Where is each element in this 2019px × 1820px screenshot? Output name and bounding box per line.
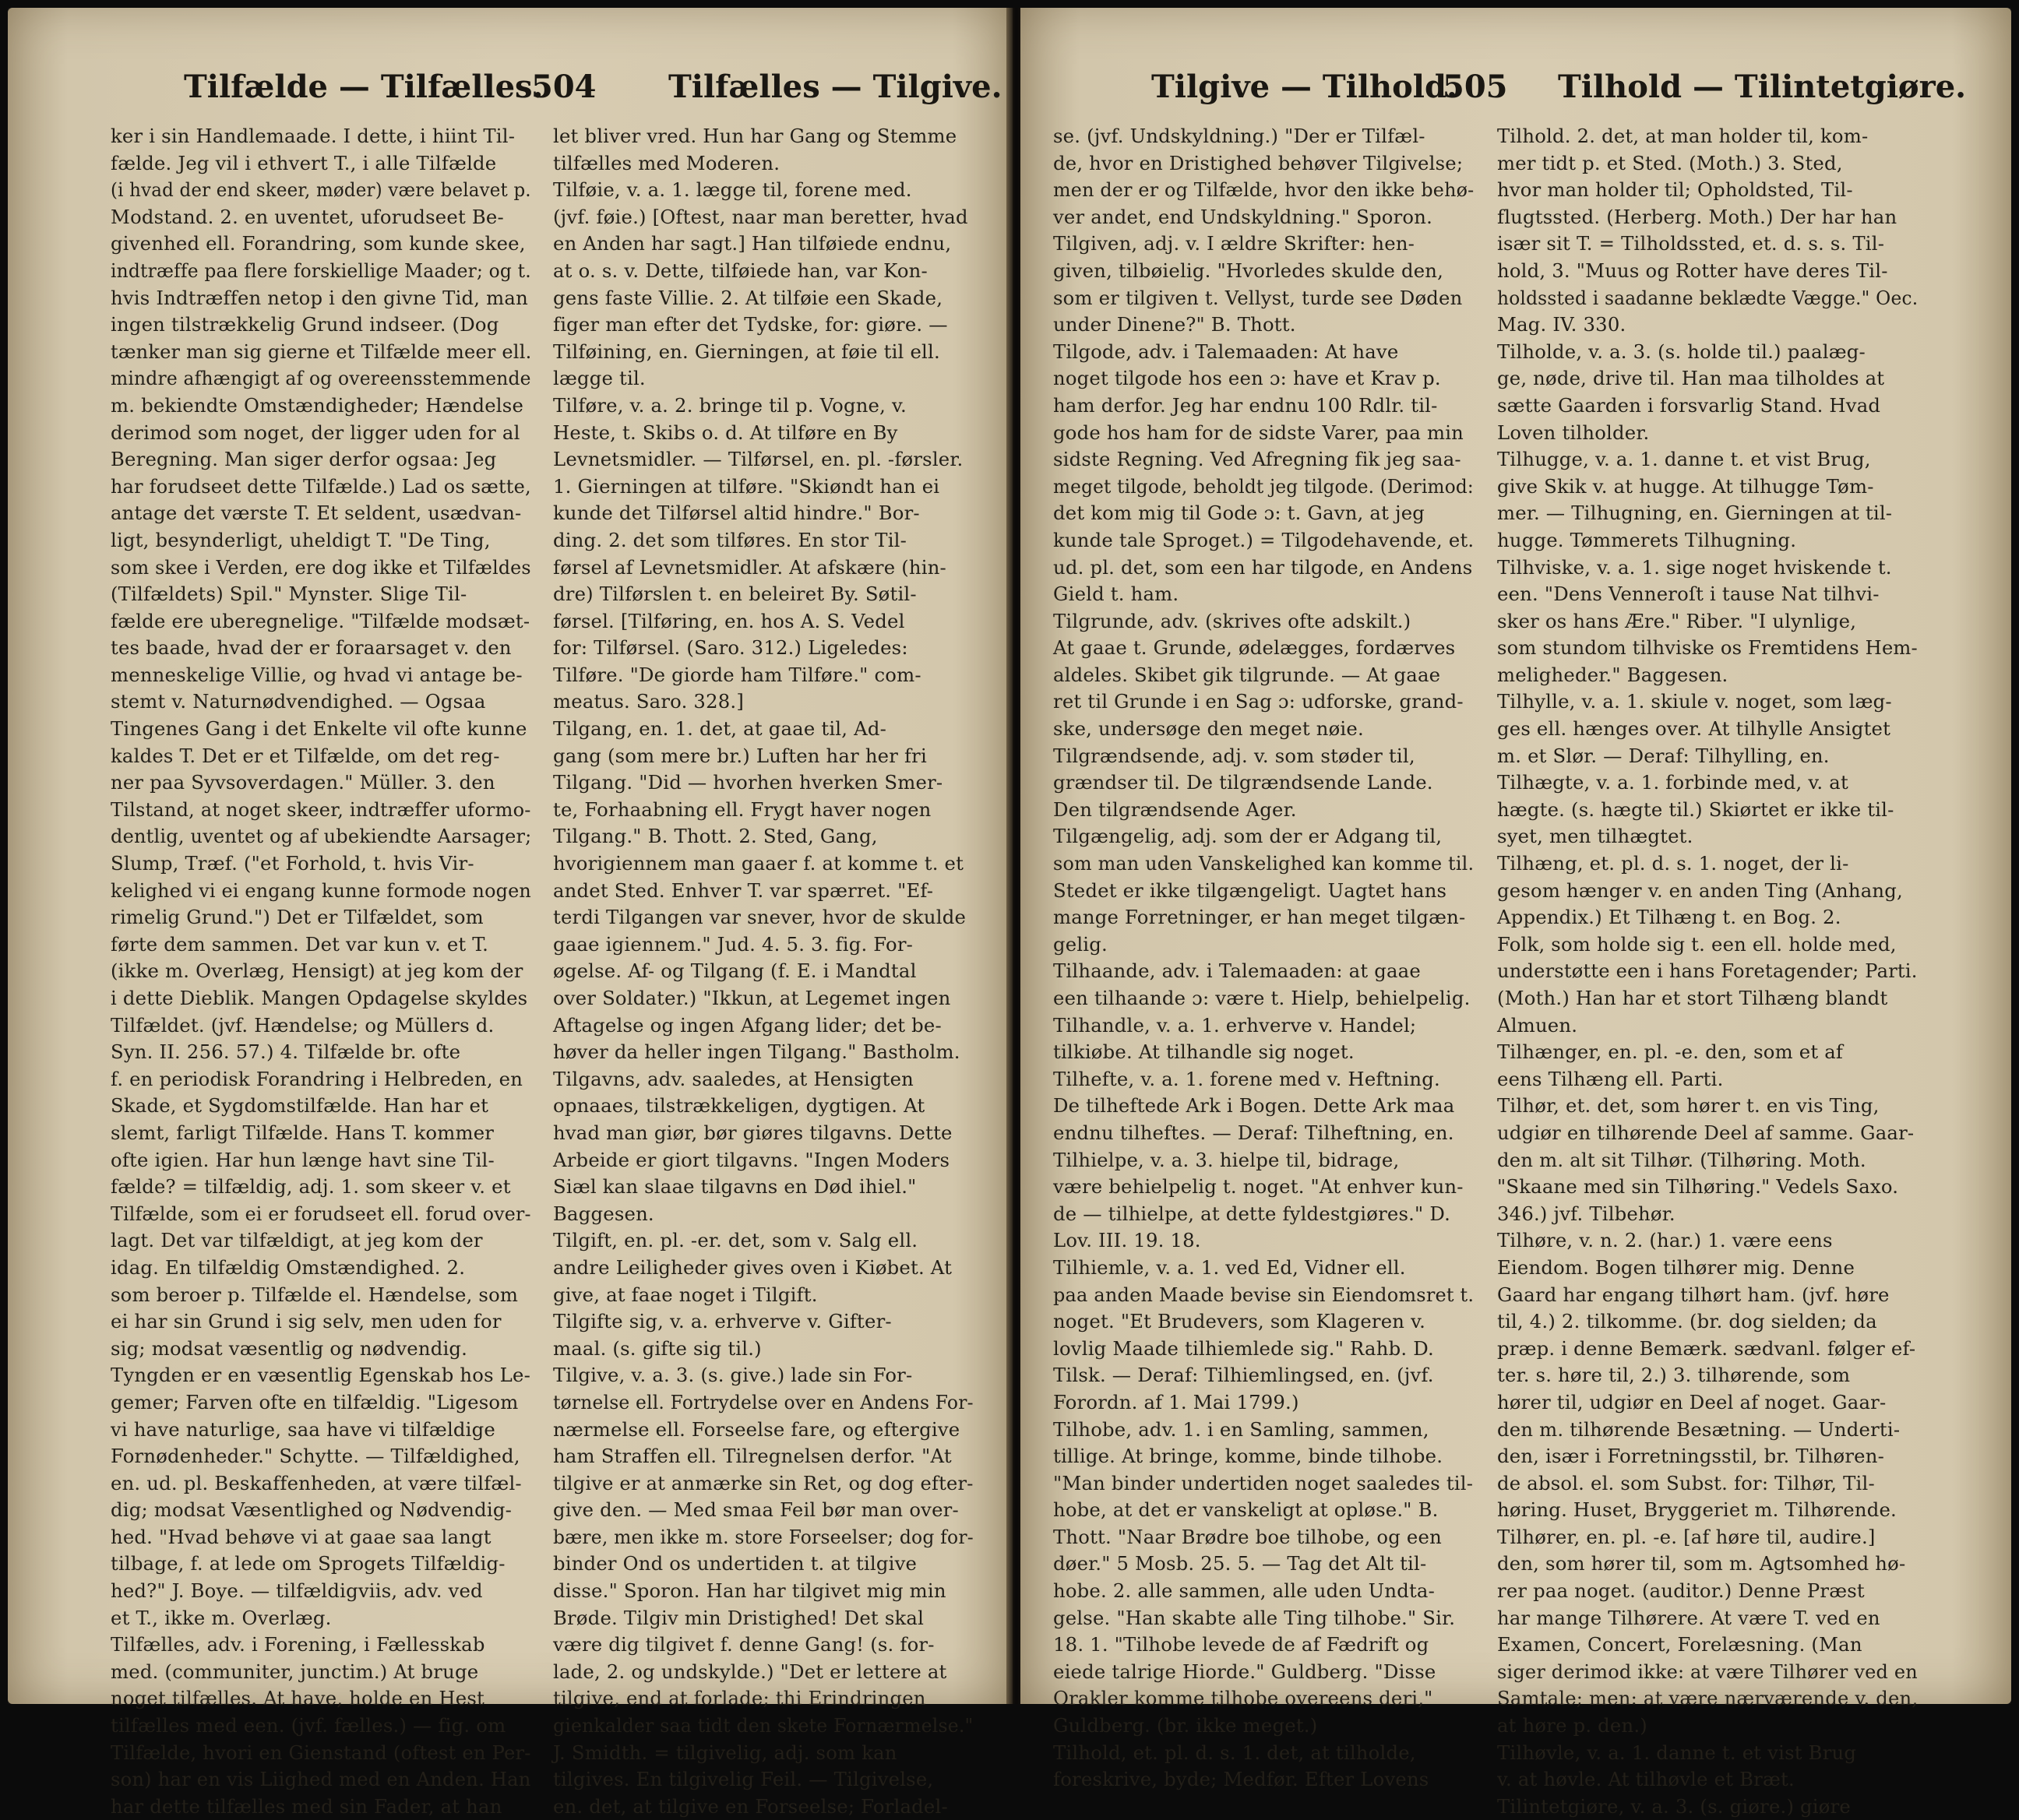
- text-line: Fornødenheder." Schytte. — Tilfældighed,: [111, 1445, 520, 1468]
- left-page-column-2: [553, 123, 974, 1818]
- text-line: den m. tilhørende Besætning. — Underti-: [1497, 1417, 1901, 1441]
- text-line: hører til, udgiør en Deel af noget. Gaar-: [1497, 1390, 1887, 1413]
- text-line: Tilføre. "De giorde ham Tilføre." com-: [553, 663, 921, 686]
- text-line: bære, men ikke m. store Forseelser; dog for-: [553, 1525, 974, 1548]
- text-line: Siæl kan slaae tilgavns en Død ihiel.": [553, 1175, 917, 1199]
- text-line: gelig.: [1053, 932, 1108, 956]
- text-line: Tilhør, et. det, som hører t. en vis Ting,: [1497, 1094, 1880, 1118]
- text-line: Tilgrændsende, adj. v. som støder til,: [1053, 744, 1415, 767]
- text-line: ge, nøde, drive til. Han maa tilholdes at: [1497, 367, 1885, 390]
- text-line: ham derfor. Jeg har endnu 100 Rdlr. til-: [1053, 393, 1438, 417]
- book-spread: [8, 8, 2011, 1818]
- text-line: Tilhugge, v. a. 1. danne t. et vist Brug,: [1497, 448, 1871, 471]
- text-line: ofte igien. Har hun længe havt sine Til-: [111, 1148, 495, 1171]
- text-line: Examen, Concert, Forelæsning. (Man: [1497, 1633, 1862, 1656]
- text-line: hugge. Tømmerets Tilhugning.: [1497, 528, 1797, 551]
- text-line: Tilhøvle, v. a. 1. danne t. et vist Brug: [1497, 1741, 1857, 1764]
- text-line: at o. s. v. Dette, tilføiede han, var Kon-: [553, 259, 928, 282]
- text-line: (Moth.) Han har et stort Tilhæng blandt: [1497, 987, 1888, 1009]
- text-line: et T., ikke m. Overlæg.: [111, 1606, 332, 1629]
- text-line: noget tilfælles. At have, holde en Hest: [111, 1687, 485, 1710]
- text-line: ges ell. hænges over. At tilhylle Ansigtet: [1497, 717, 1891, 741]
- text-line: indtræffe paa flere forskiellige Maader; og t.: [111, 259, 531, 282]
- text-line: hold, 3. "Muus og Rotter have deres Til-: [1497, 259, 1888, 282]
- text-line: "Skaane med sin Tilhøring." Vedels Saxo.: [1497, 1175, 1899, 1199]
- text-line: Tilhaande, adv. i Talemaaden: at gaae: [1053, 959, 1421, 983]
- text-line: Beregning. Man siger derfor ogsaa: Jeg: [111, 448, 497, 471]
- text-line: nærmelse ell. Forseelse fare, og eftergive: [553, 1417, 960, 1441]
- text-line: døer." 5 Mosb. 25. 5. — Tag det Alt til-: [1053, 1552, 1427, 1575]
- text-line: m. et Slør. — Deraf: Tilhylling, en.: [1497, 744, 1830, 767]
- text-line: med. (communiter, junctim.) At bruge: [111, 1660, 479, 1683]
- text-line: hægte. (s. hægte til.) Skiørtet er ikke til-: [1497, 797, 1894, 821]
- text-line: under Dinene?" B. Thott.: [1053, 313, 1296, 336]
- text-line: Tilhobe, adv. 1. i en Samling, sammen,: [1053, 1417, 1429, 1441]
- text-line: en Anden har sagt.] Han tilføiede endnu,: [553, 232, 952, 255]
- text-line: lagt. Det var tilfældigt, at jeg kom der: [111, 1229, 483, 1252]
- text-line: andet Sted. Enhver T. var spærret. "Ef-: [553, 878, 934, 902]
- text-line: Tilhøre, v. n. 2. (har.) 1. være eens: [1497, 1229, 1833, 1252]
- text-line: slemt, farligt Tilfælde. Hans T. kommer: [111, 1121, 495, 1144]
- text-line: son) har en vis Liighed med en Anden. Han: [111, 1768, 531, 1791]
- text-line: Tilfælde, som ei er forudseet ell. forud over-: [111, 1202, 531, 1225]
- text-line: holdssted i saadanne beklædte Vægge." Oec.: [1497, 286, 1919, 309]
- text-line: gemer; Farven ofte en tilfældig. "Ligesom: [111, 1390, 519, 1413]
- text-line: v. at høvle. At tilhøvle et Bræt.: [1497, 1768, 1795, 1791]
- text-line: sig; modsat væsentlig og nødvendig.: [111, 1336, 468, 1360]
- text-line: som beroer p. Tilfælde el. Hændelse, som: [111, 1283, 519, 1306]
- text-line: ei har sin Grund i sig selv, men uden for: [111, 1310, 502, 1333]
- text-line: ner paa Syvsoverdagen." Müller. 3. den: [111, 771, 495, 794]
- text-line: idag. En tilfældig Omstændighed. 2.: [111, 1255, 466, 1279]
- text-line: mer. — Tilhugning, en. Gierningen at til-: [1497, 502, 1893, 525]
- right-page-column-2: [1497, 123, 1919, 1818]
- text-line: Skade, et Sygdomstilfælde. Han har et: [111, 1094, 489, 1118]
- text-line: den, især i Forretningsstil, br. Tilhøren-: [1497, 1445, 1884, 1468]
- text-line: Tilhold. 2. det, at man holder til, kom-: [1497, 125, 1869, 147]
- text-line: fælde. Jeg vil i ethvert T., i alle Tilfælde: [111, 151, 497, 174]
- text-line: de, hvor en Dristighed behøver Tilgivelse;: [1053, 151, 1464, 174]
- text-line: Tingenes Gang i det Enkelte vil ofte kunne: [111, 717, 527, 741]
- text-line: mange Forretninger, er han meget tilgæn-: [1053, 906, 1466, 929]
- text-line: let bliver vred. Hun har Gang og Stemme: [553, 125, 957, 147]
- text-line: gaae igiennem." Jud. 4. 5. 3. fig. For-: [553, 932, 914, 956]
- text-line: hed?" J. Boye. — tilfældigviis, adv. ved: [111, 1579, 483, 1603]
- text-line: give Skik v. at hugge. At tilhugge Tøm-: [1497, 474, 1874, 498]
- text-line: m. bekiendte Omstændigheder; Hændelse: [111, 393, 524, 417]
- text-line: tilbage, f. at lede om Sprogets Tilfældig-: [111, 1552, 506, 1575]
- text-line: Tilstand, at noget skeer, indtræffer uformo-: [111, 797, 531, 821]
- text-line: At gaae t. Grunde, ødelægges, fordærves: [1053, 636, 1456, 660]
- text-line: tillige. At bringe, komme, binde tilhobe.: [1053, 1445, 1443, 1468]
- text-line: som er tilgiven t. Vellyst, turde see Døden: [1053, 286, 1463, 309]
- text-line: Tilhefte, v. a. 1. forene med v. Heftning.: [1053, 1067, 1440, 1090]
- text-line: som stundom tilhviske os Fremtidens Hem-: [1497, 636, 1918, 660]
- text-line: hobe, at det er vanskeligt at opløse." B.: [1053, 1498, 1439, 1522]
- text-line: Tilhandle, v. a. 1. erhverve v. Handel;: [1053, 1013, 1417, 1037]
- text-line: se. (jvf. Undskyldning.) "Der er Tilfæl-: [1053, 125, 1425, 147]
- text-line: præp. i denne Bemærk. sædvanl. følger ef-: [1497, 1336, 1916, 1360]
- text-line: førsel. [Tilføring, en. hos A. S. Vedel: [553, 609, 905, 632]
- text-line: Tilfælles, adv. i Forening, i Fællesskab: [111, 1633, 485, 1656]
- text-line: har forudseet dette Tilfælde.) Lad os sætte,: [111, 474, 531, 498]
- text-line: Tilgift, en. pl. -er. det, som v. Salg ell.: [553, 1229, 918, 1252]
- text-line: dre) Tilførslen t. en beleiret By. Søtil-: [553, 583, 917, 606]
- text-line: en. det, at tilgive en Forseelse; Forladel-: [553, 1794, 948, 1818]
- text-line: Brøde. Tilgiv min Dristighed! Det skal: [553, 1606, 925, 1629]
- text-line: Tilføre, v. a. 2. bringe til p. Vogne, v.: [553, 393, 907, 417]
- text-line: lægge til.: [553, 367, 646, 390]
- text-line: kaldes T. Det er et Tilfælde, om det reg-: [111, 744, 500, 767]
- text-line: menneskelige Villie, og hvad vi antage be-: [111, 663, 523, 686]
- text-line: Tyngden er en væsentlig Egenskab hos Le-: [111, 1364, 531, 1387]
- text-line: vi have naturlige, saa have vi tilfældige: [111, 1417, 495, 1441]
- text-line: een tilhaande ɔ: være t. Hielp, behielpelig.: [1053, 987, 1471, 1009]
- text-line: udgiør en tilhørende Deel af samme. Gaar-: [1497, 1121, 1915, 1144]
- text-line: Syn. II. 256. 57.) 4. Tilfælde br. ofte: [111, 1040, 461, 1064]
- text-line: give, at faae noget i Tilgift.: [553, 1283, 818, 1306]
- text-line: Tilgiven, adj. v. I ældre Skrifter: hen-: [1053, 232, 1415, 255]
- text-line: Samtale; men: at være nærværende v. den,: [1497, 1687, 1919, 1710]
- left-header-left-catchword: Tilfælde — Tilfælles.: [184, 69, 544, 105]
- text-line: som skee i Verden, ere dog ikke et Tilfældes: [111, 555, 531, 579]
- text-line: syet, men tilhægtet.: [1497, 825, 1693, 848]
- text-line: de — tilhielpe, at dette fyldestgiøres." D.: [1053, 1202, 1451, 1225]
- text-line: sker os hans Ære." Riber. "I ulynlige,: [1497, 609, 1857, 632]
- text-line: foreskrive, byde; Medfør. Efter Lovens: [1053, 1768, 1429, 1791]
- text-line: antage det værste T. Et seldent, usædvan-: [111, 502, 522, 525]
- text-line: Tilgive, v. a. 3. (s. give.) lade sin For-: [553, 1364, 913, 1387]
- text-line: Tilhylle, v. a. 1. skiule v. noget, som læg-: [1497, 690, 1892, 713]
- text-line: hvorigiennem man gaaer f. at komme t. et: [553, 852, 964, 875]
- text-line: f. en periodisk Forandring i Helbreden, en: [111, 1067, 523, 1090]
- right-page: [1020, 8, 2011, 1818]
- text-line: tilgives. En tilgivelig Feil. — Tilgivelse,: [553, 1768, 934, 1791]
- text-line: given, tilbøielig. "Hvorledes skulde den,: [1053, 259, 1444, 282]
- text-line: en. ud. pl. Beskaffenheden, at være tilfæl-: [111, 1471, 522, 1494]
- text-line: det kom mig til Gode ɔ: t. Gavn, at jeg: [1053, 502, 1425, 525]
- text-line: fælde? = tilfældig, adj. 1. som skeer v. et: [111, 1175, 511, 1199]
- text-line: 1. Gierningen at tilføre. "Skiøndt han ei: [553, 474, 940, 498]
- text-line: sidste Regning. Ved Afregning fik jeg saa-: [1053, 448, 1461, 471]
- text-line: opnaaes, tilstrækkeligen, dygtigen. At: [553, 1094, 925, 1118]
- text-line: Tilhægte, v. a. 1. forbinde med, v. at: [1497, 771, 1848, 794]
- text-line: fælde ere uberegnelige. "Tilfælde modsæt-: [111, 609, 530, 632]
- text-line: Tilgavns, adv. saaledes, at Hensigten: [553, 1067, 914, 1090]
- text-line: være dig tilgivet f. denne Gang! (s. for-: [553, 1633, 935, 1656]
- text-line: Orakler komme tilhobe overeens deri,": [1053, 1687, 1433, 1710]
- text-line: noget. "Et Brudevers, som Klageren v.: [1053, 1310, 1426, 1333]
- text-line: grændser til. De tilgrændsende Lande.: [1053, 771, 1433, 794]
- text-line: Tilgifte sig, v. a. erhverve v. Gifter-: [553, 1310, 892, 1333]
- text-line: Lov. III. 19. 18.: [1053, 1229, 1201, 1252]
- text-line: een. "Dens Venneroſt i tause Nat tilhvi-: [1497, 583, 1880, 606]
- right-page-number: 505: [1443, 69, 1508, 105]
- text-line: rer paa noget. (auditor.) Denne Præst: [1497, 1579, 1865, 1603]
- text-line: ligt, besynderligt, uheldigt T. "De Ting,: [111, 528, 491, 551]
- text-line: flugtssted. (Herberg. Moth.) Der har han: [1497, 205, 1897, 228]
- text-line: (Tilfældets) Spil." Mynster. Slige Til-: [111, 583, 467, 606]
- text-line: tilfælles med Moderen.: [553, 151, 780, 174]
- text-line: Guldberg. (br. ikke meget.): [1053, 1714, 1318, 1737]
- text-line: har mange Tilhørere. At være T. ved en: [1497, 1606, 1880, 1629]
- text-line: at høre p. den.): [1497, 1714, 1647, 1737]
- text-line: især sit T. = Tilholdssted, et. d. s. s. Til-: [1497, 232, 1885, 255]
- right-page-column-1: [1053, 123, 1475, 1791]
- text-line: Tilhielpe, v. a. 3. hielpe til, bidrage,: [1053, 1148, 1400, 1171]
- left-page-column-1: [111, 123, 532, 1818]
- text-line: Tilfælde, hvori en Gienstand (oftest en Per-: [111, 1741, 531, 1764]
- text-line: Tilgode, adv. i Talemaaden: At have: [1053, 340, 1399, 363]
- text-line: Tilgængelig, adj. som der er Adgang til,: [1053, 825, 1443, 848]
- text-line: Tilgang." B. Thott. 2. Sted, Gang,: [553, 825, 878, 848]
- text-line: gienkalder saa tidt den skete Fornærmelse.": [553, 1714, 974, 1737]
- text-line: Tilhører, en. pl. -e. [af høre til, audire.]: [1497, 1525, 1876, 1548]
- text-line: mer tidt p. et Sted. (Moth.) 3. Sted,: [1497, 151, 1843, 174]
- text-line: over Soldater.) "Ikkun, at Legemet ingen: [553, 987, 951, 1009]
- text-line: være behielpelig t. noget. "At enhver kun-: [1053, 1175, 1464, 1199]
- text-line: i dette Dieblik. Mangen Opdagelse skyldes: [111, 987, 528, 1009]
- text-line: eiede talrige Hiorde." Guldberg. "Disse: [1053, 1660, 1436, 1683]
- text-line: den, som hører til, som m. Agtsomhed hø-: [1497, 1552, 1906, 1575]
- text-line: men der er og Tilfælde, hvor den ikke behø-: [1053, 178, 1475, 202]
- text-line: Den tilgrændsende Ager.: [1053, 797, 1297, 821]
- text-line: siger derimod ikke: at være Tilhører ved en: [1497, 1660, 1918, 1683]
- right-header-right-catchword: Tilhold — Tilintetgiøre.: [1558, 69, 1967, 105]
- text-line: den m. alt sit Tilhør. (Tilhøring. Moth.: [1497, 1148, 1866, 1171]
- left-page-number: 504: [531, 69, 597, 105]
- text-line: tes baade, hvad der er foraarsaget v. den: [111, 636, 512, 660]
- text-line: (ikke m. Overlæg, Hensigt) at jeg kom der: [111, 959, 523, 983]
- text-line: ter. s. høre til, 2.) 3. tilhørende, som: [1497, 1364, 1851, 1387]
- text-line: Tilgang. "Did — hvorhen hverken Smer-: [553, 771, 943, 794]
- text-line: Tilhænger, en. pl. -e. den, som et af: [1497, 1040, 1844, 1064]
- text-line: paa anden Maade bevise sin Eiendomsret t.: [1053, 1283, 1475, 1306]
- text-line: Tilfældet. (jvf. Hændelse; og Müllers d.: [111, 1013, 495, 1037]
- text-line: hed. "Hvad behøve vi at gaae saa langt: [111, 1525, 492, 1548]
- text-line: dig; modsat Væsentlighed og Nødvendig-: [111, 1498, 513, 1522]
- text-line: hvor man holder til; Opholdsted, Til-: [1497, 178, 1853, 202]
- text-line: høring. Huset, Bryggeriet m. Tilhørende.: [1497, 1498, 1897, 1522]
- text-line: gesom hænger v. en anden Ting (Anhang,: [1497, 878, 1903, 902]
- text-line: Modstand. 2. en uventet, uforudseet Be-: [111, 205, 504, 228]
- text-line: derimod som noget, der ligger uden for al: [111, 421, 520, 444]
- text-line: lade, 2. og undskylde.) "Det er lettere at: [553, 1660, 947, 1683]
- text-line: ingen tilstrækkelig Grund indseer. (Dog: [111, 313, 499, 336]
- text-line: Eiendom. Bogen tilhører mig. Denne: [1497, 1255, 1855, 1279]
- text-line: eens Tilhæng ell. Parti.: [1497, 1067, 1724, 1090]
- left-page-header: [8, 69, 1013, 115]
- text-line: førsel af Levnetsmidler. At afskære (hin-: [553, 555, 946, 579]
- right-page-header: [1020, 69, 2011, 115]
- text-line: meget tilgode, beholdt jeg tilgode. (Derimod:: [1053, 474, 1474, 498]
- text-line: Tilhviske, v. a. 1. sige noget hviskende t.: [1497, 555, 1892, 579]
- text-line: hvad man giør, bør giøres tilgavns. Dette: [553, 1121, 953, 1144]
- text-line: terdi Tilgangen var snever, hvor de skulde: [553, 906, 967, 929]
- text-line: Stedet er ikke tilgængeligt. Uagtet hans: [1053, 878, 1447, 902]
- text-line: gens faste Villie. 2. At tilføie een Skade,: [553, 286, 943, 309]
- text-line: binder Ond os undertiden t. at tilgive: [553, 1552, 918, 1575]
- text-line: Folk, som holde sig t. een ell. holde med,: [1497, 932, 1897, 956]
- text-line: Almuen.: [1497, 1013, 1578, 1037]
- text-line: Tilhæng, et. pl. d. s. 1. noget, der li-: [1497, 852, 1849, 875]
- text-line: tørnelse ell. Fortrydelse over en Andens For-: [553, 1390, 974, 1413]
- text-line: J. Smidth. = tilgivelig, adj. som kan: [553, 1741, 897, 1764]
- text-line: ud. pl. det, som een har tilgode, en Andens: [1053, 555, 1473, 579]
- text-line: te, Forhaabning ell. Frygt haver nogen: [553, 797, 932, 821]
- text-line: høver da heller ingen Tilgang." Bastholm.: [553, 1040, 960, 1064]
- text-line: hvis Indtræffen netop i den givne Tid, man: [111, 286, 528, 309]
- text-line: "Man binder undertiden noget saaledes til-: [1053, 1471, 1474, 1494]
- text-line: endnu tilheftes. — Deraf: Tilheftning, en.: [1053, 1121, 1454, 1144]
- text-line: Gield t. ham.: [1053, 583, 1179, 606]
- text-line: de absol. el. som Subst. for: Tilhør, Til-: [1497, 1471, 1875, 1494]
- text-line: tilgive er at anmærke sin Ret, og dog efter-: [553, 1471, 974, 1494]
- text-line: understøtte een i hans Foretagender; Parti.: [1497, 959, 1918, 983]
- left-header-right-catchword: Tilfælles — Tilgive.: [668, 69, 1002, 105]
- text-line: tilkiøbe. At tilhandle sig noget.: [1053, 1040, 1355, 1064]
- text-line: Tilholde, v. a. 3. (s. holde til.) paalæg-: [1497, 340, 1866, 363]
- text-line: rimelig Grund.") Det er Tilfældet, som: [111, 906, 484, 929]
- text-line: ham Straffen ell. Tilregnelsen derfor. "At: [553, 1445, 952, 1468]
- text-line: Baggesen.: [553, 1202, 654, 1225]
- text-line: til, 4.) 2. tilkomme. (br. dog sielden; da: [1497, 1310, 1877, 1333]
- text-line: give den. — Med smaa Feil bør man over-: [553, 1498, 959, 1522]
- text-line: gang (som mere br.) Luften har her fri: [553, 744, 927, 767]
- text-line: som man uden Vanskelighed kan komme til.: [1053, 852, 1475, 875]
- text-line: stemt v. Naturnødvendighed. — Ogsaa: [111, 690, 486, 713]
- text-line: har dette tilfælles med sin Fader, at han: [111, 1794, 502, 1818]
- text-line: Gaard har engang tilhørt ham. (jvf. høre: [1497, 1283, 1890, 1306]
- text-line: tilfælles med een. (jvf. fælles.) — fig. om: [111, 1714, 506, 1737]
- text-line: tænker man sig gierne et Tilfælde meer ell.: [111, 340, 532, 363]
- text-line: Levnetsmidler. — Tilførsel, en. pl. -førsler.: [553, 448, 964, 471]
- text-line: Tilføining, en. Gierningen, at føie til ell.: [553, 340, 940, 363]
- text-line: Tilhold, et. pl. d. s. 1. det, at tilholde,: [1053, 1741, 1416, 1764]
- text-line: meatus. Saro. 328.]: [553, 690, 745, 713]
- text-line: noget tilgode hos een ɔ: have et Krav p.: [1053, 367, 1441, 390]
- text-line: figer man efter det Tydske, for: giøre. —: [553, 313, 948, 336]
- text-line: givenhed ell. Forandring, som kunde skee,: [111, 232, 526, 255]
- text-line: Mag. IV. 330.: [1497, 313, 1626, 336]
- text-line: Tilgang, en. 1. det, at gaae til, Ad-: [553, 717, 887, 741]
- text-line: ske, undersøge den meget nøie.: [1053, 717, 1364, 741]
- text-line: Heste, t. Skibs o. d. At tilføre en By: [553, 421, 898, 444]
- text-line: Aftagelse og ingen Afgang lider; det be-: [553, 1013, 942, 1037]
- text-line: sætte Gaarden i forsvarlig Stand. Hvad: [1497, 393, 1881, 417]
- text-line: kelighed vi ei engang kunne formode nogen: [111, 878, 531, 902]
- text-line: 18. 1. "Tilhobe levede de af Fædrift og: [1053, 1633, 1429, 1656]
- text-line: øgelse. Af- og Tilgang (f. E. i Mandtal: [553, 959, 917, 983]
- text-line: (i hvad der end skeer, møder) være belavet p.: [111, 178, 531, 202]
- text-line: (jvf. føie.) [Oftest, naar man beretter, hvad: [553, 205, 968, 228]
- text-line: meligheder." Baggesen.: [1497, 663, 1728, 686]
- text-line: kunde tale Sproget.) = Tilgodehavende, et.: [1053, 528, 1475, 551]
- text-line: Thott. "Naar Brødre boe tilhobe, og een: [1053, 1525, 1442, 1548]
- text-line: lovlig Maade tilhiemlede sig." Rahb. D.: [1053, 1336, 1434, 1360]
- text-line: ker i sin Handlemaade. I dette, i hiint Til-: [111, 125, 516, 147]
- text-line: aldeles. Skibet gik tilgrunde. — At gaae: [1053, 663, 1441, 686]
- text-line: Appendix.) Et Tilhæng t. en Bog. 2.: [1497, 906, 1841, 929]
- text-line: førte dem sammen. Det var kun v. et T.: [111, 932, 489, 956]
- text-line: for: Tilførsel. (Saro. 312.) Ligeledes:: [553, 636, 908, 660]
- text-line: Tilhiemle, v. a. 1. ved Ed, Vidner ell.: [1053, 1255, 1406, 1279]
- text-line: Slump, Træf. ("et Forhold, t. hvis Vir-: [111, 852, 474, 875]
- right-header-left-catchword: Tilgive — Tilhold.: [1151, 69, 1457, 105]
- text-line: Arbeide er giort tilgavns. "Ingen Moders: [553, 1148, 950, 1171]
- text-line: dentlig, uventet og af ubekiendte Aarsager;: [111, 825, 532, 848]
- text-line: gelse. "Han skabte alle Ting tilhobe." Sir.: [1053, 1606, 1456, 1629]
- text-line: Tilgrunde, adv. (skrives ofte adskilt.): [1053, 609, 1411, 632]
- left-page: [8, 8, 1013, 1818]
- text-line: tilgive, end at forlade; thi Erindringen: [553, 1687, 926, 1710]
- text-line: Tilsk. — Deraf: Tilhiemlingsed, en. (jvf.: [1053, 1364, 1434, 1387]
- text-line: hobe. 2. alle sammen, alle uden Undta-: [1053, 1579, 1436, 1603]
- text-line: gode hos ham for de sidste Varer, paa min: [1053, 421, 1464, 444]
- text-line: Forordn. af 1. Mai 1799.): [1053, 1390, 1299, 1413]
- text-line: ding. 2. det som tilføres. En stor Til-: [553, 528, 907, 551]
- text-line: Tilintetgiøre, v. a. 3. (s. giøre.) giøre: [1497, 1794, 1852, 1818]
- text-line: kunde det Tilførsel altid hindre." Bor-: [553, 502, 920, 525]
- text-line: ret til Grunde i en Sag ɔ: udforske, grand-: [1053, 690, 1464, 713]
- text-line: ver andet, end Undskyldning." Sporon.: [1053, 205, 1433, 228]
- text-line: mindre afhængigt af og overeensstemmende: [111, 367, 531, 390]
- text-line: Loven tilholder.: [1497, 421, 1650, 444]
- text-line: maal. (s. gifte sig til.): [553, 1336, 762, 1360]
- text-line: De tilheftede Ark i Bogen. Dette Ark maa: [1053, 1094, 1455, 1118]
- text-line: 346.) jvf. Tilbehør.: [1497, 1202, 1675, 1225]
- text-line: disse." Sporon. Han har tilgivet mig min: [553, 1579, 946, 1603]
- text-line: andre Leiligheder gives oven i Kiøbet. At: [553, 1255, 953, 1279]
- text-line: Tilføie, v. a. 1. lægge til, forene med.: [553, 178, 912, 202]
